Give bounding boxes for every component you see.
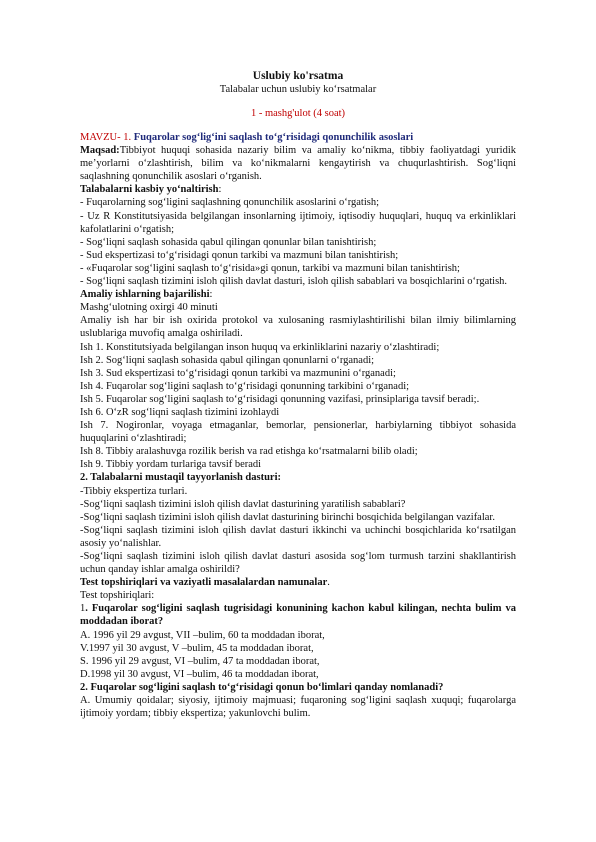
answer-option: V.1997 yil 30 avgust, V –bulim, 45 ta moddadan iborat, [80,642,314,654]
practical-intro: Amaliy ish har bir ish oxirida protokol va xulosaning rasmiylashtirilishi bilan ilmiy bilimlarning uslublariga muvofiq amalga oshiriladi. [80,315,516,340]
answer-option: S. 1996 yil 29 avgust, VI –bulim, 47 ta moddadan iborat, [80,655,320,667]
training-heading: Talabalarni kasbiy yo‘naltirish: [80,184,222,196]
training-list [80,196,516,288]
list-item: -Sog‘liqni saqlash tizimini isloh qilish davlat dasturi ikkinchi va uchinchi bosqichlarida ko‘rsatilgan asosiy yo‘nalishlar. [80,524,516,549]
list-item: -Tibbiy ekspertiza turlari. [80,485,188,497]
list-item: -Sog‘liqni saqlash tizimini isloh qilish davlat dasturi asosida sog‘lom turmush tarzini shakllantirish uchun qanday ishlar amalga oshirildi? [80,551,516,576]
list-item: - Sog‘liqni saqlash sohasida qabul qilingan qonunlar bilan tanishtirish; [80,236,377,248]
answer-option: D.1998 yil 30 avgust, VI –bulim, 46 ta moddadan iborat, [80,668,319,680]
practical-heading: Amaliy ishlarning bajarilishi: [80,289,213,301]
question-text: . Fuqarolar sog‘ligini saqlash to‘g‘risidagi qonun bo‘limlari qanday nomlanadi? [85,681,444,693]
task-item: Ish 5. Fuqarolar sog‘ligini saqlash to‘g‘risidagi qonunning vazifasi, prinsiplariga tavsif beradi;. [80,393,480,405]
task-item: Ish 4. Fuqarolar sog‘ligini saqlash to‘g‘risidagi qonunning tarkibini o‘rganadi; [80,380,410,392]
question-number: 2 [80,681,86,693]
question-1 [80,602,516,628]
topic-line [80,131,516,144]
list-item: - «Fuqarolar sog‘ligini saqlash to‘g‘risida»gi qonun, tarkibi va mazmuni bilan tanishtirish; [80,262,460,274]
tests-heading: Test topshiriqlari va vaziyatli masalalardan namunalar [80,577,328,589]
task-item: Ish 6. O‘zR sog‘liqni saqlash tizimini izohlaydi [80,406,280,418]
practical-section [80,301,516,471]
list-item: -Sog‘liqni saqlash tizimini isloh qilish davlat dasturining yaratilish sabablari? [80,498,406,510]
task-item: Ish 9. Tibbiy yordam turlariga tavsif beradi [80,459,262,471]
question-number: 1 [80,603,86,615]
topic-prefix: MAVZU- [80,132,124,143]
task-item: Ish 1. Konstitutsiyada belgilangan inson huquq va erkinliklarini nazariy o‘zlashtiradi; [80,341,440,353]
list-item: - Sog‘liqni saqlash tizimini isloh qilish davlat dasturi, isloh qilish sabablari va bosqichlarini o‘rgatish. [80,276,508,288]
tests-section: Test topshiriqlari va vaziyatli masalalardan namunalar. Test topshiriqlari: 1. Fuqarolar sog‘ligini saqlash tugrisidagi konunining kachon kabul kilingan, nechta bulim va moddadan iborat? A. 1996 yil 29 avgust, VII –bulim, 60 ta moddadan iborat, V.1997 yil 30 avgust, V –bulim, 45 ta moddadan iborat, S. 1996 yil 29 avgust, VI –bulim, 47 ta moddadan iborat, D.1998 yil 30 avgust, VI –bulim, 46 ta moddadan iborat, 2. Fuqarolar sog‘ligini saqlash to‘g‘risidagi qonun bo‘limlari qanday nomlanadi? A. Umumiy qoidalar; siyosiy, ijtimoiy majmuasi; fuqaroning sog‘ligini saqlash xuquqi; fuqarolarga ijtimoiy yordam; tibbiy ekspertiza; yakunlovchi bulim. [80,577,516,720]
document-title: Uslubiy ko'rsatma [252,70,344,82]
list-item: - Sud ekspertizasi to‘g‘risidagi qonun tarkibi va mazmuni bilan tanishtirish; [80,249,399,261]
list-item: - Uz R Konstitutsiyasida belgilangan insonlarning ijtimoiy, iqtisodiy huquqlari, huquq va erkinliklari kafolatlarini o‘rgatish; [80,210,516,235]
topic-title: Fuqarolar sog‘lig‘ini saqlash to‘g‘risidagi qonunchilik asoslari [133,132,414,143]
practical-heading-text: Amaliy ishlarning bajarilishi [80,289,210,301]
task-item: Ish 2. Sog‘liqni saqlash sohasida qabul qilingan qonunlarni o‘rganadi; [80,354,375,366]
document-subtitle: Talabalar uchun uslubiy ko‘rsatmalar [219,84,377,95]
session-label: 1 - mashg'ulot (4 soat) [250,108,346,119]
answer-option: A. 1996 yil 29 avgust, VII –bulim, 60 ta moddadan iborat, [80,629,325,641]
question-text: . Fuqarolar sog‘ligini saqlash tugrisidagi konunining kachon kabul kilingan, nechta bulim va moddadan iborat? [80,603,516,628]
list-item: - Fuqarolarning sog‘ligini saqlashning qonunchilik asoslarini o‘rgatish; [80,197,380,209]
goal-paragraph [80,144,516,183]
independent-heading: 2. Talabalarni mustaqil tayyorlanish dasturi: [80,472,282,484]
list-item: -Sog‘liqni saqlash tizimini isloh qilish davlat dasturining birinchi bosqichida belgilangan vazifalar. [80,511,495,523]
practical-duration: Mashg‘ulotning oxirgi 40 minuti [80,302,218,314]
question-2 [80,681,516,694]
answer-option: A. Umumiy qoidalar; siyosiy, ijtimoiy majmuasi; fuqaroning sog‘ligini saqlash xuquqi; fuqarolarga ijtimoiy yordam; tibbiy ekspertiza; yakunlovchi bulim. [80,695,516,720]
goal-label: Maqsad: [80,145,120,157]
independent-section [80,471,516,576]
task-item: Ish 3. Sud ekspertizasi to‘g‘risidagi qonun tarkibi va mazmunini o‘rganadi; [80,367,396,379]
task-item: Ish 8. Tibbiy aralashuvga rozilik berish va rad etishga ko‘rsatmalarni bilib oladi; [80,446,418,458]
training-heading-text: Talabalarni kasbiy yo‘naltirish [80,184,219,196]
topic-number: 1. [123,132,134,143]
tests-subheading: Test topshiriqlari: [80,590,155,602]
goal-text: Tibbiyot huquqi sohasida nazariy bilim va amaliy ko‘nikma, tibbiy faoliyatdagi yuridik me’yorlarni o‘zlashtirish, bilim va ko‘nikmalarni kengaytirish va chuqurlashtirish. Sog‘liqni saqlashning qonunchilik asoslari o‘rganish. [80,145,516,183]
task-item: Ish 7. Nogironlar, voyaga etmaganlar, bemorlar, pensionerlar, harbiylarning tibbiyot sohasida huquqlarini o‘zlashtiradi; [80,420,516,445]
